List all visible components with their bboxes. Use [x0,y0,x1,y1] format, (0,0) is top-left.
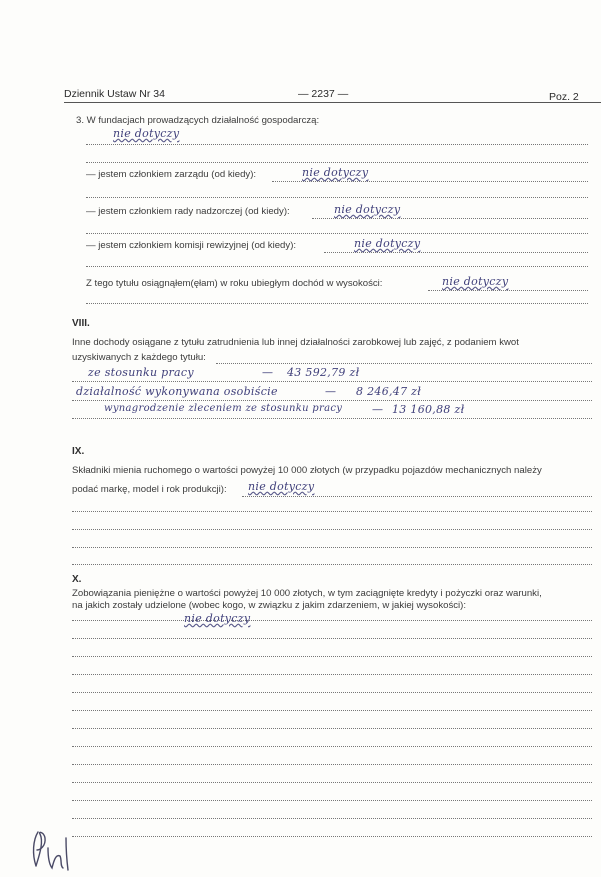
dotted-line [72,400,592,401]
dotted-line [72,418,592,419]
income-label: Z tego tytułu osiągnąłem(ęłam) w roku ubiegłym dochód w wysokości: [86,278,383,289]
dotted-line [72,529,592,530]
section10-line2: na jakich zostały udzielone (wobec kogo, w związku z jakim zdarzeniem, w jakiej wysokości): [72,600,467,611]
income-entry-amount: 43 592,79 zł [287,366,360,379]
dotted-line [324,252,588,253]
section8-line2: uzyskiwanych z każdego tytułu: [72,352,206,363]
section9-answer: nie dotyczy [248,480,315,493]
income-answer: nie dotyczy [442,275,509,288]
section9-label: IX. [72,446,85,457]
dotted-line [72,710,592,711]
position-number: Poz. 2 [549,91,579,103]
dotted-line [72,511,592,512]
dotted-line [216,363,592,364]
dotted-line [72,818,592,819]
section9-line1: Składniki mienia ruchomego o wartości powyżej 10 000 złotych (w przypadku pojazdów mechanicznych należy [72,465,542,476]
income-entry-dash: — [262,366,274,379]
dotted-line [72,800,592,801]
income-entry-text: wynagrodzenie zleceniem ze stosunku pracy [104,403,343,414]
supervisory-label: — jestem członkiem rady nadzorczej (od kiedy): [86,206,290,217]
dotted-line [72,764,592,765]
dotted-line [72,381,592,382]
section10-line1: Zobowiązania pieniężne o wartości powyżej 10 000 złotych, w tym zaciągnięte kredyty i pożyczki oraz warunki, [72,588,542,599]
dotted-line [86,233,588,234]
audit-label: — jestem członkiem komisji rewizyjnej (od kiedy): [86,240,297,251]
management-answer: nie dotyczy [302,166,369,179]
income-entry-text: ze stosunku pracy [88,366,194,379]
dotted-line [72,782,592,783]
section10-label: X. [72,574,82,585]
income-entry-amount: 8 246,47 zł [356,385,422,398]
income-entry-amount: 13 160,88 zł [392,403,465,416]
audit-answer: nie dotyczy [354,237,421,250]
dotted-line [72,620,592,621]
journal-title: Dziennik Ustaw Nr 34 [64,88,165,100]
dotted-line [86,266,588,267]
dotted-line [272,181,588,182]
dotted-line [428,290,588,291]
dotted-line [72,656,592,657]
dotted-line [72,692,592,693]
header-rule [64,102,601,103]
section8-line1: Inne dochody osiągane z tytułu zatrudnienia lub innej działalności zarobkowej lub zajęć, z podaniem kwot [72,337,519,348]
dotted-line [72,674,592,675]
dotted-line [72,746,592,747]
supervisory-answer: nie dotyczy [334,203,401,216]
dotted-line [86,162,588,163]
section8-label: VIII. [72,318,90,329]
income-entry-dash: — [325,385,337,398]
dotted-line [242,496,592,497]
section3-intro-answer: nie dotyczy [113,127,180,140]
dotted-line [86,303,588,304]
dotted-line [72,836,592,837]
dotted-line [86,197,588,198]
management-label: — jestem członkiem zarządu (od kiedy): [86,169,257,180]
signature-initials [30,826,75,874]
dotted-line [72,728,592,729]
dotted-line [86,144,588,145]
dotted-line [312,218,588,219]
section9-line2: podać markę, model i rok produkcji): [72,484,227,495]
income-entry-dash: — [372,403,384,416]
dotted-line [72,547,592,548]
section3-intro: 3. W fundacjach prowadzących działalność gospodarczą: [76,115,320,126]
section10-answer: nie dotyczy [184,612,251,625]
dotted-line [72,564,592,565]
page-number: — 2237 — [298,88,349,100]
dotted-line [72,638,592,639]
income-entry-text: działalność wykonywana osobiście [76,385,278,398]
